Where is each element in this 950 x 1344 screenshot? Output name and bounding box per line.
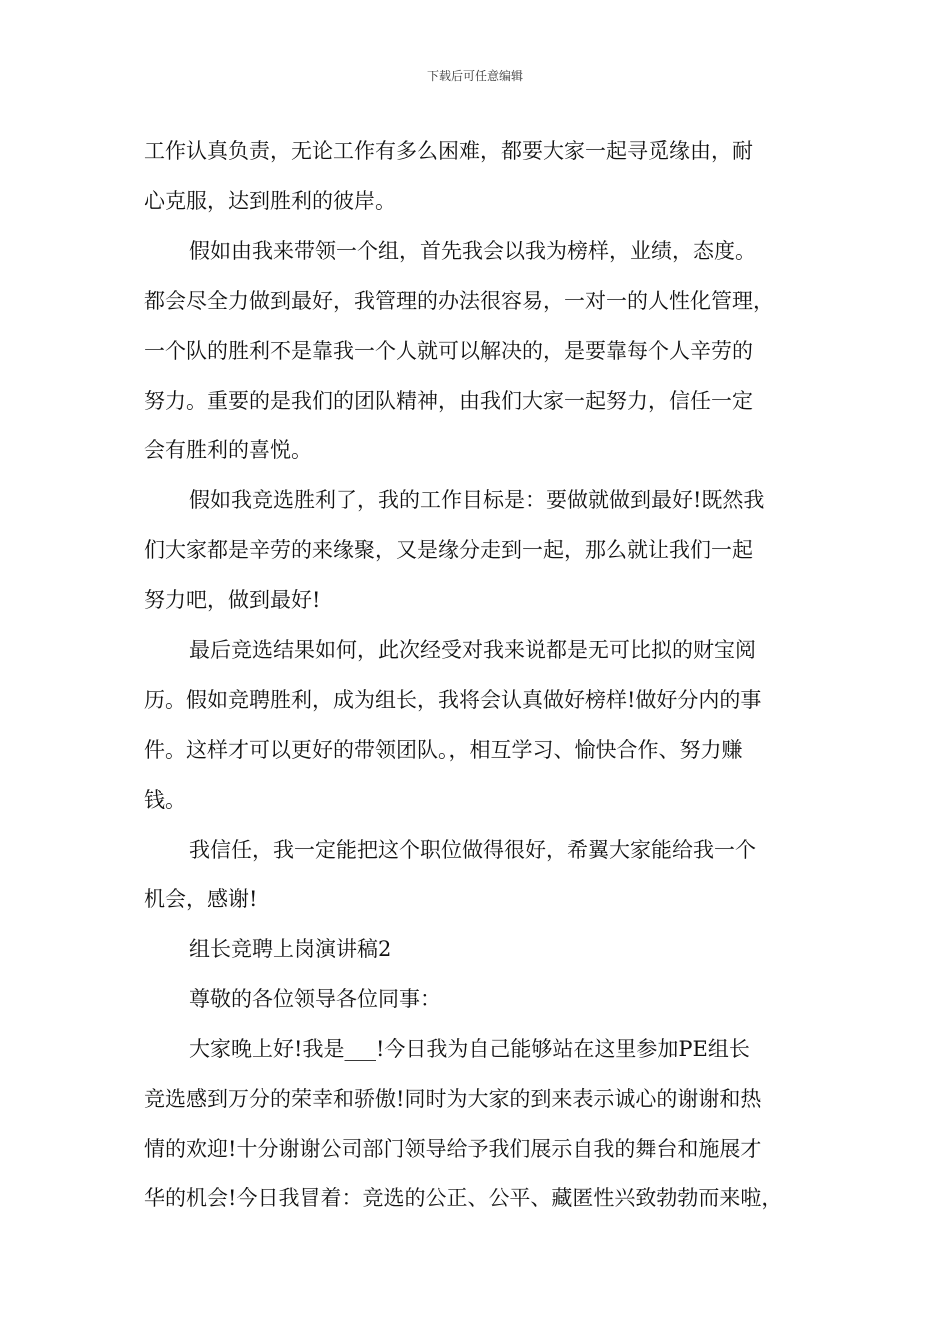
text-line: 情的欢迎!十分谢谢公司部门领导给予我们展示自我的舞台和施展才 — [144, 1137, 762, 1161]
text-line: 竞选感到万分的荣幸和骄傲!同时为大家的到来表示诚心的谢谢和热 — [144, 1087, 762, 1111]
text-line: 机会，感谢! — [144, 887, 258, 911]
text-line: 工作认真负责，无论工作有多么困难，都要大家一起寻觅缘由，耐 — [144, 139, 753, 163]
text-line: 努力。重要的是我们的团队精神，由我们大家一起努力，信任一定 — [144, 389, 753, 413]
text-line: 都会尽全力做到最好，我管理的办法很容易，一对一的人性化管理， — [144, 289, 774, 313]
paragraph-start: 假如由我来带领一个组，首先我会以我为榜样，业绩，态度。 — [189, 239, 756, 263]
text-line: 努力吧，做到最好! — [144, 588, 321, 612]
text-line: 一个队的胜利不是靠我一个人就可以解决的，是要靠每个人辛劳的 — [144, 339, 753, 363]
text-line: 们大家都是辛劳的来缘聚，又是缘分走到一起，那么就让我们一起 — [144, 538, 753, 562]
paragraph-start: 大家晚上好!我是___!今日我为自己能够站在这里参加PE组长 — [189, 1037, 750, 1061]
paragraph-start: 我信任，我一定能把这个职位做得很好，希翼大家能给我一个 — [189, 838, 756, 862]
text-line: 会有胜利的喜悦。 — [144, 438, 312, 462]
text-line: 钱。 — [144, 788, 186, 812]
text-line: 华的机会!今日我冒着：竞选的公正、公平、藏匿性兴致勃勃而来啦， — [144, 1186, 783, 1210]
paragraph-start: 最后竞选结果如何，此次经受对我来说都是无可比拟的财宝阅 — [189, 638, 756, 662]
text-line: 心克服，达到胜利的彼岸。 — [144, 189, 396, 213]
paragraph-start: 假如我竞选胜利了，我的工作目标是：要做就做到最好!既然我 — [189, 488, 765, 512]
section-title: 组长竞聘上岗演讲稿2 — [189, 937, 392, 961]
page-header: 下载后可任意编辑 — [426, 69, 523, 83]
salutation: 尊敬的各位领导各位同事： — [189, 987, 441, 1011]
text-line: 历。假如竞聘胜利，成为组长，我将会认真做好榜样!做好分内的事 — [144, 688, 762, 712]
text-line: 件。这样才可以更好的带领团队。，相互学习、愉快合作、努力赚 — [144, 738, 743, 762]
